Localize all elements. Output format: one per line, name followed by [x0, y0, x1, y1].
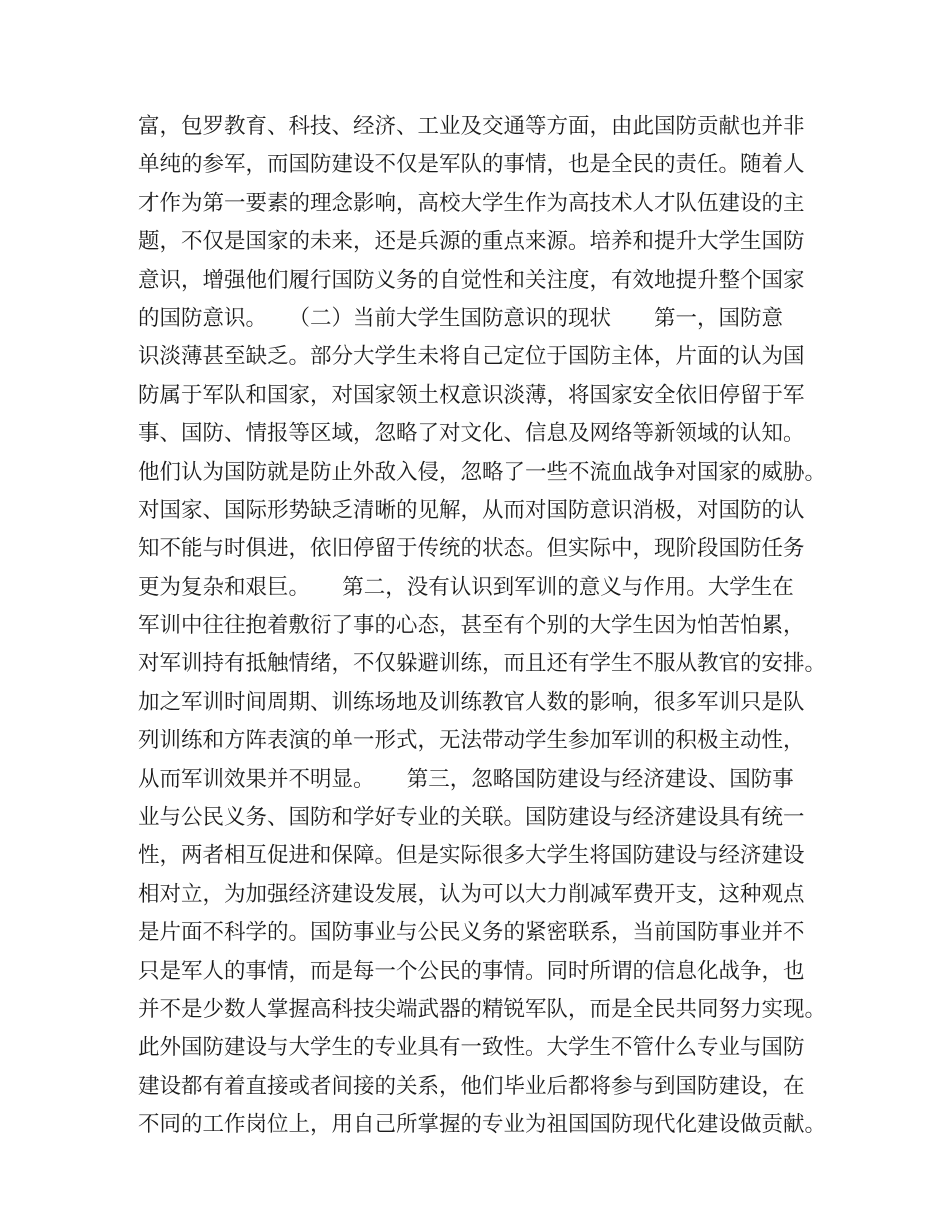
text-line: 更为复杂和艰巨。 第二，没有认识到军训的意义与作用。大学生在 [138, 574, 794, 600]
text-line: 军训中往往抱着敷衍了事的心态，甚至有个别的大学生因为怕苦怕累， [138, 613, 805, 639]
text-line: 对军训持有抵触情绪，不仅躲避训练，而且还有学生不服从教官的安排。 [138, 651, 827, 677]
text-line: 题，不仅是国家的未来，还是兵源的重点来源。培养和提升大学生国防 [138, 229, 805, 255]
text-line: 知不能与时俱进，依旧停留于传统的状态。但实际中，现阶段国防任务 [138, 536, 805, 562]
text-line: 只是军人的事情，而是每一个公民的事情。同时所谓的信息化战争，也 [138, 958, 805, 984]
text-line: 是片面不科学的。国防事业与公民义务的紧密联系，当前国防事业并不 [138, 920, 805, 946]
text-line: 的国防意识。 （二）当前大学生国防意识的现状 第一，国防意 [138, 305, 784, 331]
text-line: 富，包罗教育、科技、经济、工业及交通等方面，由此国防贡献也并非 [138, 114, 805, 139]
text-line: 此外国防建设与大学生的专业具有一致性。大学生不管什么专业与国防 [138, 1035, 805, 1061]
text-line: 业与公民义务、国防和学好专业的关联。国防建设与经济建设具有统一 [138, 805, 805, 831]
text-line: 对国家、国际形势缺乏清晰的见解，从而对国防意识消极，对国防的认 [138, 497, 805, 523]
text-line: 才作为第一要素的理念影响，高校大学生作为高技术人才队伍建设的主 [138, 190, 805, 216]
text-line: 他们认为国防就是防止外敌入侵，忽略了一些不流血战争对国家的威胁。 [138, 459, 827, 485]
text-line: 并不是少数人掌握高科技尖端武器的精锐军队，而是全民共同努力实现。 [138, 996, 827, 1022]
text-line: 防属于军队和国家，对国家领土权意识淡薄，将国家安全依旧停留于军 [138, 382, 805, 408]
body-text [138, 108, 828, 1145]
text-line: 单纯的参军，而国防建设不仅是军队的事情，也是全民的责任。随着人 [138, 152, 805, 178]
text-line: 建设都有着直接或者间接的关系，他们毕业后都将参与到国防建设，在 [138, 1073, 805, 1099]
text-line: 不同的工作岗位上，用自己所掌握的专业为祖国国防现代化建设做贡献。 [138, 1112, 827, 1138]
text-line: 加之军训时间周期、训练场地及训练教官人数的影响，很多军训只是队 [138, 689, 805, 715]
text-line: 性，两者相互促进和保障。但是实际很多大学生将国防建设与经济建设 [138, 843, 805, 869]
text-line: 相对立，为加强经济建设发展，认为可以大力削减军费开支，这种观点 [138, 881, 805, 907]
text-line: 识淡薄甚至缺乏。部分大学生未将自己定位于国防主体，片面的认为国 [138, 344, 805, 370]
text-line: 意识，增强他们履行国防义务的自觉性和关注度，有效地提升整个国家 [138, 267, 805, 293]
text-line: 列训练和方阵表演的单一形式，无法带动学生参加军训的积极主动性， [138, 728, 805, 754]
text-line: 事、国防、情报等区域，忽略了对文化、信息及网络等新领域的认知。 [138, 421, 805, 447]
text-line: 从而军训效果并不明显。 第三，忽略国防建设与经济建设、国防事 [138, 766, 794, 792]
